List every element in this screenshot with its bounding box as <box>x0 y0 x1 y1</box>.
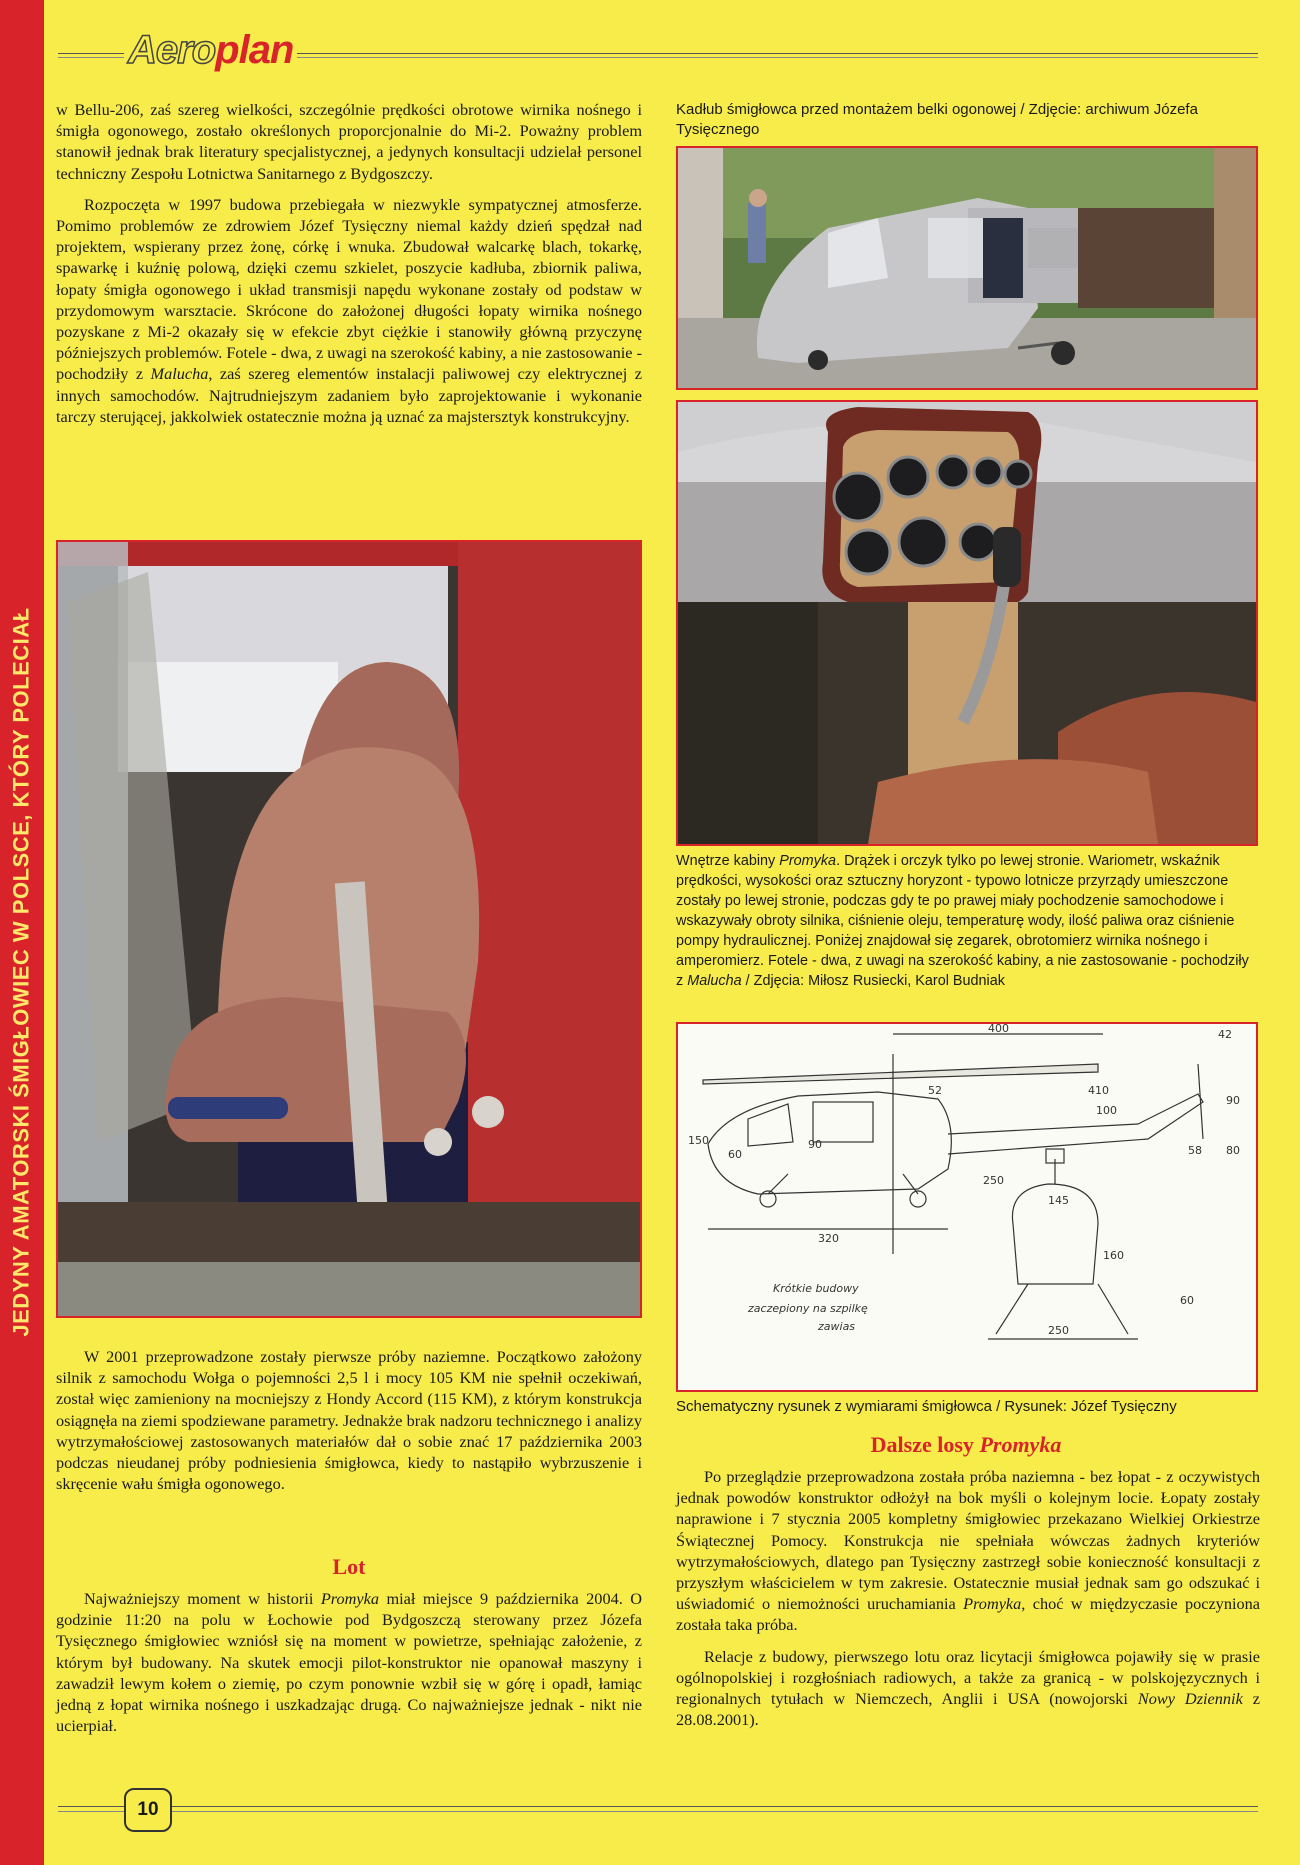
dimension-label: 80 <box>1226 1144 1240 1157</box>
paragraph <box>56 1588 642 1736</box>
text-run: miał miejsce 9 października 2004. O godzinie 11:20 na polu w Łochowie pod Bydgoszczą sterowany przez Józefa Tysięcznego śmigłowiec wzniósł się na moment w powietrze, spełniając założenie, z którym był budowany. Na skutek emocji pilot-konstruktor nie opanował maszyny i zawadził lewym kołem o ziemię, po czym ponownie wzbił się w górę i opadł, łamiąc jedną z łopat wirnika nośnego i uszkadzając drugą. Co najważniejsze jednak - nikt nie ucierpiał. <box>56 1589 642 1736</box>
dimension-label: 60 <box>728 1148 742 1161</box>
sketch-note: zawias <box>818 1320 856 1333</box>
seats-illustration <box>58 542 640 1316</box>
paragraph <box>676 1646 1260 1731</box>
dimension-label: 250 <box>1048 1324 1069 1337</box>
text-run: Relacje z budowy, pierwszego lotu oraz licytacji śmigłowca pojawiły się w prasie ogólnopolskiej i rozgłośniach radiowych, a także za granicą - w polskojęzycznych i regionalnych tytułach w Niemczech, Anglii i USA (nowojorski <box>676 1646 1260 1709</box>
text-run: , zaś szereg elementów instalacji paliwowej czy elektrycznej z innych samochodów. Najtrudniejszym zadaniem było zaprojektowanie i wykonanie tarczy sterującej, jakkolwiek ostatecznie można ją uznać za majstersztyk konstrukcyjny. <box>56 364 642 426</box>
technical-drawing <box>676 1022 1258 1392</box>
dimension-label: 320 <box>818 1232 839 1245</box>
left-column-bottom <box>56 1346 642 1504</box>
photo-cockpit <box>676 400 1258 846</box>
text-run: , choć w międzyczasie poczyniona została taka próba. <box>676 1594 1260 1635</box>
text-run: Rozpoczęta w 1997 budowa przebiegała w niezwykle sympatycznej atmosferze. Pomimo problemów ze zdrowiem Józef Tysięczny niemal każdy dzień spędzał nad projektem, wspierany przez żonę, córkę i wnuka. Zbudował walcarkę blach, tokarkę, spawarkę i kuźnię polową, dzięki czemu szkielet, poszycie kadłuba, zbiornik paliwa, łopaty śmigła ogonowego i układ transmisji napędu wykonane zostały od podstaw w przydomowym warsztacie. Skrócone do założonej długości łopaty wirnika nośnego pozyskane z Mi-2 okazały się w efekcie zbyt ciężkie i stanowiły główną przyczynę późniejszych problemów. Fotele - dwa, z uwagi na szerokość kabiny, a nie zastosowanie - pochodziły z <box>56 194 642 384</box>
dimension-label: 410 <box>1088 1084 1109 1097</box>
fuselage-illustration <box>678 148 1256 388</box>
paragraph <box>676 1466 1260 1636</box>
dimension-label: 42 <box>1218 1028 1232 1041</box>
text-run: Dalsze losy <box>870 1432 980 1457</box>
caption-fuselage: Kadłub śmigłowca przed montażem belki ogonowej / Zdjęcie: archiwum Józefa Tysięcznego <box>676 101 1198 138</box>
dimension-label: 145 <box>1048 1194 1069 1207</box>
text-run: Nowy Dziennik <box>1137 1689 1243 1709</box>
dimension-label: 250 <box>983 1174 1004 1187</box>
paragraph: w Bellu-206, zaś szereg wielkości, szczególnie prędkości obrotowe wirnika nośnego i śmigła ogonowego, zostało określonych proporcjonalnie do Mi-2. Poważny problem stanowił jednak brak literatury specjalistycznej, a jedynych konsultacji udzielał personel techniczny Zespołu Lotnictwa Sanitarnego z Bydgoszczy. <box>56 100 642 183</box>
text-run: Promyka <box>320 1589 380 1608</box>
text-run: Najważniejszy moment w historii <box>84 1589 321 1608</box>
text-run: Promyka <box>979 1432 1062 1457</box>
left-column-top <box>56 99 642 437</box>
dimension-label: 100 <box>1096 1104 1117 1117</box>
footer-rule <box>58 1806 1258 1807</box>
footer-rule-thin <box>58 1811 1258 1812</box>
text-run: Po przeglądzie przeprowadzona została próba naziemna - bez łopat - z oczywistych jednak powodów konstruktor odłożył na bok myśli o kolejnym locie. Łopaty zostały naprawione i 7 stycznia 2005 kompletny śmigłowiec przekazano Wielkiej Orkiestrze Świątecznej Pomocy. Konstrukcja nie spełniała wówczas żadnych kryteriów wytrzymałościowych, dlatego pan Tysięczny zastrzegł sobie konieczność konsultacji z przyszłym właścicielem w tym zakresie. Ostatecznie musiał jednak sam go odszukać i uświadomić o niemożności uruchamiania <box>676 1467 1260 1614</box>
caption-cockpit <box>676 851 1256 991</box>
cockpit-illustration <box>678 402 1256 844</box>
text-run: Promyka <box>779 852 837 869</box>
text-run: Malucha <box>687 972 742 989</box>
sketch-note: zaczepiony na szpilkę <box>748 1302 868 1315</box>
caption-drawing: Schematyczny rysunek z wymiarami śmigłowca / Rysunek: Józef Tysięczny <box>676 1398 1177 1415</box>
left-column-lot <box>56 1588 642 1746</box>
sidebar-title: JEDYNY AMATORSKI ŚMIGŁOWIEC W POLSCE, KTÓRY POLECIAŁ <box>9 607 34 1337</box>
paragraph: W 2001 przeprowadzone zostały pierwsze próby naziemne. Początkowo założony silnik z samochodu Wołga o pojemności 2,5 l i mocy 105 KM nie spełnił oczekiwań, został więc zamieniony na mocniejszy z Hondy Accord (115 KM), z którym konstrukcja osiągnęła na ziemi spodziewane parametry. Jednakże brak nadzoru technicznego i analizy wytrzymałościowej zastosowanych materiałów dał o sobie znać 17 października 2003 podczas nieudanej próby podniesienia śmigłowca, kiedy to nastąpiło wybrzuszenie i skręcenie wału śmigła ogonowego. <box>56 1347 642 1494</box>
text-run: Malucha <box>150 364 209 384</box>
sidebar-title-wrap <box>0 0 44 1865</box>
sketch-note: Krótkie budowy <box>773 1282 859 1295</box>
dimension-label: 90 <box>1226 1094 1240 1107</box>
text-run: Promyka <box>963 1594 1022 1614</box>
text-run: / Zdjęcia: Miłosz Rusiecki, Karol Budniak <box>741 972 1005 989</box>
text-run: Wnętrze kabiny <box>676 852 780 869</box>
photo-cabin-seats <box>56 540 642 1318</box>
right-column-text <box>676 1466 1260 1740</box>
text-run: . Drążek i orczyk tylko po lewej stronie. Wariometr, wskaźnik prędkości, wysokości oraz sztuczny horyzont - typowo lotnicze przyrządy umieszczone zostały po lewej stronie, podczas gdy te po prawej miały pochodzenie samochodowe i wskazywały obroty silnika, ciśnienie oleju, temperaturę wody, ilość paliwa oraz ciśnienie pompy hydraulicznej. Poniżej znajdował się zegarek, obrotomierz wirnika nośnego i amperomierz. Fotele - dwa, z uwagi na szerokość kabiny, a nie zastosowanie - pochodziły z <box>676 852 1249 989</box>
section-heading-lot: Lot <box>332 1554 366 1579</box>
dimension-label: 58 <box>1188 1144 1202 1157</box>
dimension-label: 150 <box>688 1134 709 1147</box>
section-heading-dalsze-losy <box>676 1432 1256 1458</box>
magazine-logo <box>124 28 297 73</box>
logo-part1: Aero <box>128 28 216 72</box>
photo-fuselage <box>676 146 1258 390</box>
page-number: 10 <box>124 1788 172 1832</box>
logo-part2: plan <box>215 28 294 72</box>
dimension-label: 160 <box>1103 1249 1124 1262</box>
dimension-label: 60 <box>1180 1294 1194 1307</box>
paragraph <box>56 194 642 427</box>
helicopter-sketch <box>678 1024 1256 1390</box>
dimension-label: 90 <box>808 1138 822 1151</box>
dimension-label: 52 <box>928 1084 942 1097</box>
text-run: z 28.08.2001). <box>676 1689 1261 1730</box>
dimension-label: 400 <box>988 1024 1009 1035</box>
